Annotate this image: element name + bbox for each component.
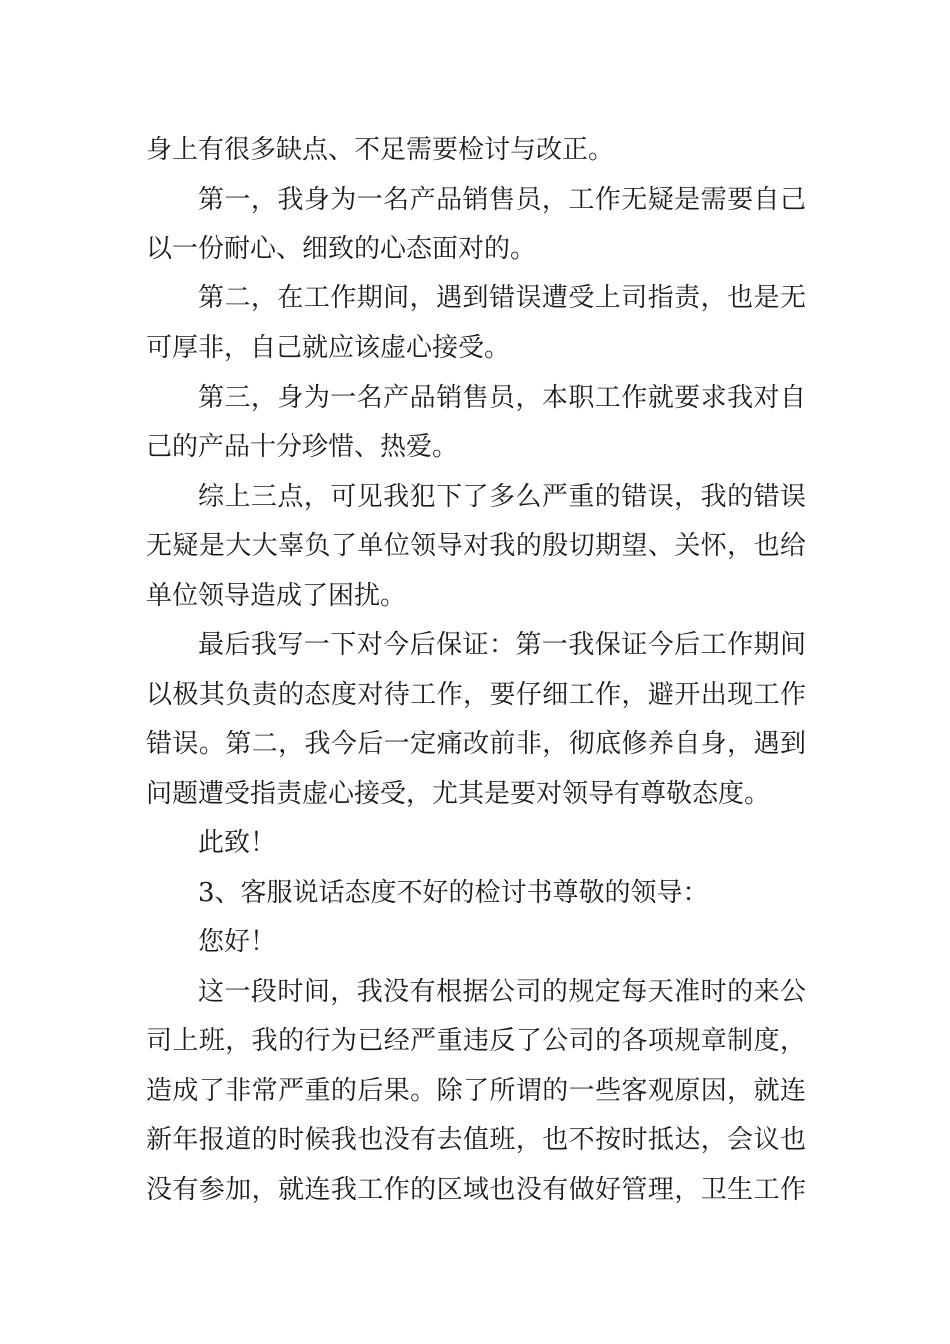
text-line: 此致！ [198, 828, 277, 858]
text-line: 可厚非，自己就应该虚心接受。 [146, 333, 511, 363]
text-line: 司上班，我的行为已经严重违反了公司的各项规章制度， [146, 1026, 806, 1056]
text-line: 以一份耐心、细致的心态面对的。 [146, 234, 537, 264]
text-line: 这一段时间，我没有根据公司的规定每天准时的来公 [198, 977, 806, 1007]
text-line: 第一，我身为一名产品销售员，工作无疑是需要自己 [198, 185, 806, 215]
text-line: 新年报道的时候我也没有去值班，也不按时抵达，会议也 [146, 1125, 806, 1155]
text-line: 第二，在工作期间，遇到错误遭受上司指责，也是无 [198, 283, 806, 313]
text-line: 身上有很多缺点、不足需要检讨与改正。 [146, 135, 615, 165]
text-line: 第三，身为一名产品销售员，本职工作就要求我对自 [198, 383, 806, 413]
text-line: 错误。第二，我今后一定痛改前非，彻底修养自身，遇到 [146, 729, 806, 759]
text-line: 没有参加，就连我工作的区域也没有做好管理，卫生工作 [146, 1175, 806, 1205]
text-line: 3、客服说话态度不好的检讨书尊敬的领导： [198, 878, 709, 908]
text-line: 单位领导造成了困扰。 [146, 581, 407, 611]
text-line: 综上三点，可见我犯下了多么严重的错误，我的错误 [198, 482, 806, 512]
text-line: 以极其负责的态度对待工作，要仔细工作，避开出现工作 [146, 680, 806, 710]
text-line: 最后我写一下对今后保证：第一我保证今后工作期间 [198, 630, 806, 660]
text-line: 无疑是大大辜负了单位领导对我的殷切期望、关怀，也给 [146, 531, 806, 561]
text-line: 己的产品十分珍惜、热爱。 [146, 432, 459, 462]
text-line: 问题遭受指责虚心接受，尤其是要对领导有尊敬态度。 [146, 779, 771, 809]
text-line: 造成了非常严重的后果。除了所谓的一些客观原因，就连 [146, 1076, 806, 1106]
text-line: 您好！ [198, 927, 277, 957]
